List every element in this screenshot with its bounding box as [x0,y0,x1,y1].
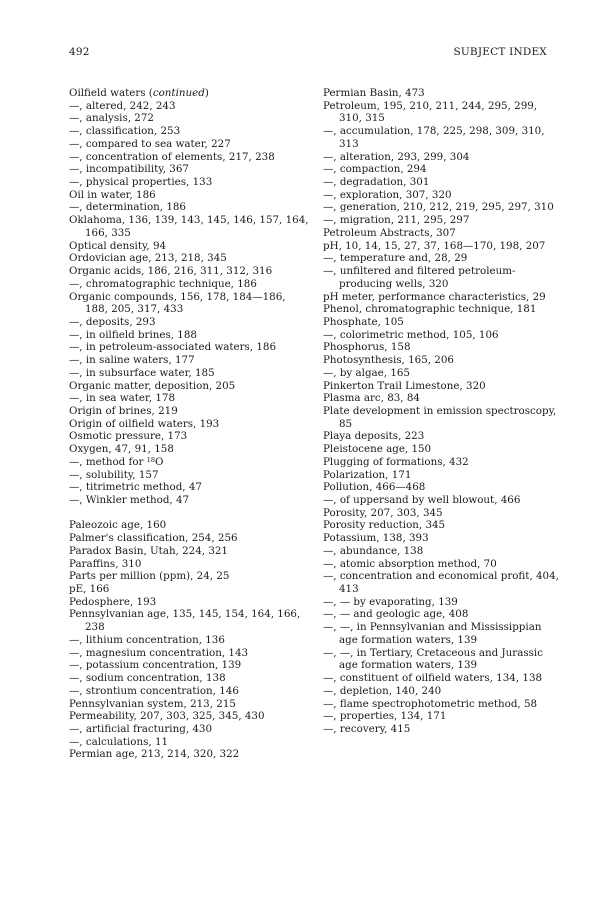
index-entry-text: Pennsylvanian age, 135, 145, 154, 164, 166, 238 [69,608,301,634]
index-entry-text: —, flame spectrophotometric method, 58 [323,697,538,710]
index-entry [323,494,559,507]
index-entry-text: —, solubility, 157 [69,468,159,481]
index-entry-text: —, altered, 242, 243 [69,99,176,112]
index-entry [69,214,309,239]
index-entry [323,176,559,189]
index-entry-text: —, by algae, 165 [323,366,410,379]
index-entry [69,163,309,176]
index-entry-text: pH meter, performance characteristics, 29 [323,290,546,303]
index-entry [323,201,559,214]
index-entry-text: —, — by evaporating, 139 [323,595,458,608]
index-entry-text: Porosity, 207, 303, 345 [323,506,443,519]
index-entry [69,494,309,507]
index-entry [323,456,559,469]
index-entry [69,367,309,380]
index-entry [69,240,309,253]
index-entry [69,558,309,571]
index-column-left [69,87,309,761]
index-entry [69,685,309,698]
index-entry [323,367,559,380]
index-entry-text: —, degradation, 301 [323,176,430,189]
index-entry-text: Oklahoma, 136, 139, 143, 145, 146, 157, 164, 166, 335 [69,214,309,239]
index-entry [69,138,309,151]
running-title: SUBJECT INDEX [453,46,547,58]
index-entry [69,443,309,456]
index-entry-text: —, unfiltered and filtered petroleum-producing wells, 320 [323,265,516,290]
index-entry [69,672,309,685]
index-entry [323,723,559,736]
index-entry [69,469,309,482]
index-entry-text: —, Winkler method, 47 [69,494,190,506]
index-entry-superscript: 18 [146,455,156,464]
index-entry-text: Playa deposits, 223 [323,430,425,443]
index-entry [323,621,559,646]
index-entry-text: Paraffins, 310 [69,557,142,570]
index-entry-text: —, in sea water, 178 [69,392,176,405]
index-entry [323,151,559,164]
index-entry-text: Paradox Basin, Utah, 224, 321 [69,544,228,557]
index-entry [323,710,559,723]
index-entry-text: Pennsylvanian system, 213, 215 [69,697,236,710]
index-entry [323,545,559,558]
index-entry [69,736,309,749]
index-entry-text: Palmer's classification, 254, 256 [69,532,238,545]
index-entry-text: Petroleum, 195, 210, 211, 244, 295, 299, 310, 315 [323,99,538,125]
index-entry [69,100,309,113]
index-entry [323,596,559,609]
index-entry [323,87,559,100]
index-entry-text: Origin of brines, 219 [69,404,178,417]
index-entry-text: Plate development in emission spectroscopy, 85 [323,404,557,430]
index-entry-text: —, titrimetric method, 47 [69,481,202,494]
index-entry-text: Phosphorus, 158 [323,341,411,354]
index-entry [69,316,309,329]
index-entry-text: —, incompatibility, 367 [69,163,189,176]
index-entry [323,558,559,571]
index-entry-text: —, generation, 210, 212, 219, 295, 297, 310 [323,201,554,214]
index-entry-text: —, alteration, 293, 299, 304 [323,150,470,163]
index-entry [323,291,559,304]
index-entry-text: Petroleum Abstracts, 307 [323,226,456,239]
index-entry [69,659,309,672]
index-entry-text: —, determination, 186 [69,201,186,214]
index-entry [323,469,559,482]
index-entry-text: Permian Basin, 473 [323,87,425,99]
index-entry [323,214,559,227]
index-entry [323,100,559,125]
page-header [69,46,547,58]
index-entry [323,672,559,685]
index-entry-text: Origin of oilfield waters, 193 [69,417,220,430]
index-entry [323,354,559,367]
index-entry [323,316,559,329]
index-entry [69,341,309,354]
index-entry-text: Oil in water, 186 [69,188,156,201]
index-entry [69,189,309,202]
index-entry-text: —, constituent of oilfield waters, 134, 138 [323,672,543,685]
index-entry-text: —, recovery, 415 [323,722,411,735]
index-entry-text: Parts per million (ppm), 24, 25 [69,570,230,583]
index-entry-text: —, properties, 134, 171 [323,710,447,723]
index-entry [323,392,559,405]
index-entry [69,278,309,291]
index-entry [323,685,559,698]
index-entry-text: —, exploration, 307, 320 [323,188,452,201]
index-entry [69,634,309,647]
index-entry-text: —, physical properties, 133 [69,176,213,189]
index-entry [69,418,309,431]
index-entry [69,252,309,265]
index-entry-text: Organic compounds, 156, 178, 184—186, 188, 205, 317, 433 [69,290,286,316]
index-entry-text: —, in subsurface water, 185 [69,366,215,379]
index-entry-text: —, lithium concentration, 136 [69,633,225,646]
index-entry-text: Pinkerton Trail Limestone, 320 [323,379,486,392]
index-entry-text: —, artificial fracturing, 430 [69,722,213,735]
index-entry [69,748,309,761]
index-entry-text: —, migration, 211, 295, 297 [323,214,470,227]
index-entry-text: Permian age, 213, 214, 320, 322 [69,748,240,761]
index-entry [69,380,309,393]
index-entry [69,265,309,278]
index-entry [323,125,559,150]
index-entry-text: —, abundance, 138 [323,544,424,557]
index-entry-text: pE, 166 [69,583,110,596]
index-entry [323,507,559,520]
index-entry [323,430,559,443]
index-entry-text: Optical density, 94 [69,239,167,252]
index-entry-text: —, —, in Tertiary, Cretaceous and Jurassic age formation waters, 139 [323,646,543,672]
index-entry [69,532,309,545]
index-entry [69,125,309,138]
index-entry-text: Permeability, 207, 303, 325, 345, 430 [69,710,265,723]
index-entry-text: —, — and geologic age, 408 [323,608,469,621]
index-entry-suffix: ) [204,87,209,99]
index-entry-text: Photosynthesis, 165, 206 [323,354,454,367]
index-entry [69,608,309,633]
index-entry [323,380,559,393]
index-entry [323,443,559,456]
index-entry [69,151,309,164]
index-entry-text: —, calculations, 11 [69,735,169,748]
index-entry-text: Phosphate, 105 [323,315,404,328]
index-entry-text: —, colorimetric method, 105, 106 [323,328,499,341]
index-entry [69,430,309,443]
index-entry [69,723,309,736]
index-entry-text: Potassium, 138, 393 [323,532,429,545]
index-entry [323,189,559,202]
index-entry-text: —, in saline waters, 177 [69,354,195,367]
index-entry-text: —, in petroleum-associated waters, 186 [69,341,277,354]
index-entry-text: —, strontium concentration, 146 [69,684,239,697]
index-entry [323,519,559,532]
index-entry [69,698,309,711]
index-entry-text: Pedosphere, 193 [69,595,157,608]
index-entry-text: Ordovician age, 213, 218, 345 [69,252,227,265]
index-entry [323,240,559,253]
index-entry [69,176,309,189]
index-entry-text: —, potassium concentration, 139 [69,659,242,672]
index-entry [69,545,309,558]
index-entry [69,329,309,342]
index-entry [323,329,559,342]
index-entry-text: —, chromatographic technique, 186 [69,277,257,290]
index-entry-text: —, classification, 253 [69,125,181,138]
index-entry [323,481,559,494]
index-entry-text: Phenol, chromatographic technique, 181 [323,303,537,316]
index-entry-text: —, depletion, 140, 240 [323,684,442,697]
index-entry [323,405,559,430]
index-column-right [323,87,559,736]
index-entry [69,710,309,723]
index-entry-text: Pollution, 466—468 [323,481,426,494]
index-entry [323,532,559,545]
index-entry-text: Osmotic pressure, 173 [69,430,188,443]
index-entry [323,265,559,290]
index-entry [69,570,309,583]
index-entry-text: Plasma arc, 83, 84 [323,392,420,405]
index-entry-text: Organic acids, 186, 216, 311, 312, 316 [69,265,273,278]
page-number: 492 [69,46,90,58]
index-entry [69,596,309,609]
index-entry-text: —, method for [69,455,147,468]
index-entry [69,87,309,100]
index-entry-text: Plugging of formations, 432 [323,455,469,468]
index-entry [69,481,309,494]
index-entry-text: —, accumulation, 178, 225, 298, 309, 310, 313 [323,125,545,150]
index-entry-text: pH, 10, 14, 15, 27, 37, 168—170, 198, 207 [323,239,546,252]
index-entry [69,392,309,405]
index-entry [323,608,559,621]
index-entry [323,163,559,176]
index-entry-text: —, concentration and economical profit, 404, 413 [323,570,559,596]
index-entry-text: —, atomic absorption method, 70 [323,557,497,570]
index-entry-text: —, deposits, 293 [69,315,156,328]
index-entry-text: —, concentration of elements, 217, 238 [69,150,275,163]
index-entry-suffix: O [155,455,164,468]
index-entry [69,456,309,469]
index-entry [323,647,559,672]
index-entry-text: Organic matter, deposition, 205 [69,379,236,392]
index-entry-text: —, compared to sea water, 227 [69,137,231,150]
index-entry [323,227,559,240]
index-entry [69,291,309,316]
index-entry-text: Oilfield waters ( [69,87,153,99]
index-entry [69,201,309,214]
index-entry-text: —, compaction, 294 [323,163,427,176]
index-entry [323,570,559,595]
index-entry [69,647,309,660]
index-entry [69,519,309,532]
index-entry-text: Paleozoic age, 160 [69,519,167,532]
index-entry-text: —, of uppersand by well blowout, 466 [323,494,521,506]
index-entry [323,252,559,265]
index-entry-text: Porosity reduction, 345 [323,519,446,532]
index-entry [323,303,559,316]
index-entry [69,583,309,596]
index-entry-text: Polarization, 171 [323,468,412,481]
index-entry-text: —, magnesium concentration, 143 [69,646,249,659]
index-entry [69,405,309,418]
index-entry [323,698,559,711]
index-entry-italic: continued [152,87,205,99]
index-entry-text: Pleistocene age, 150 [323,443,432,456]
index-entry-text: —, —, in Pennsylvanian and Mississippian age formation waters, 139 [323,621,542,646]
index-entry-text: —, sodium concentration, 138 [69,672,226,685]
index-entry-text: —, temperature and, 28, 29 [323,252,468,265]
index-entry [69,354,309,367]
index-entry-text: Oxygen, 47, 91, 158 [69,443,174,456]
index-entry-text: —, analysis, 272 [69,112,154,125]
index-entry [323,341,559,354]
index-entry [69,112,309,125]
index-entry-text: —, in oilfield brines, 188 [69,328,197,341]
